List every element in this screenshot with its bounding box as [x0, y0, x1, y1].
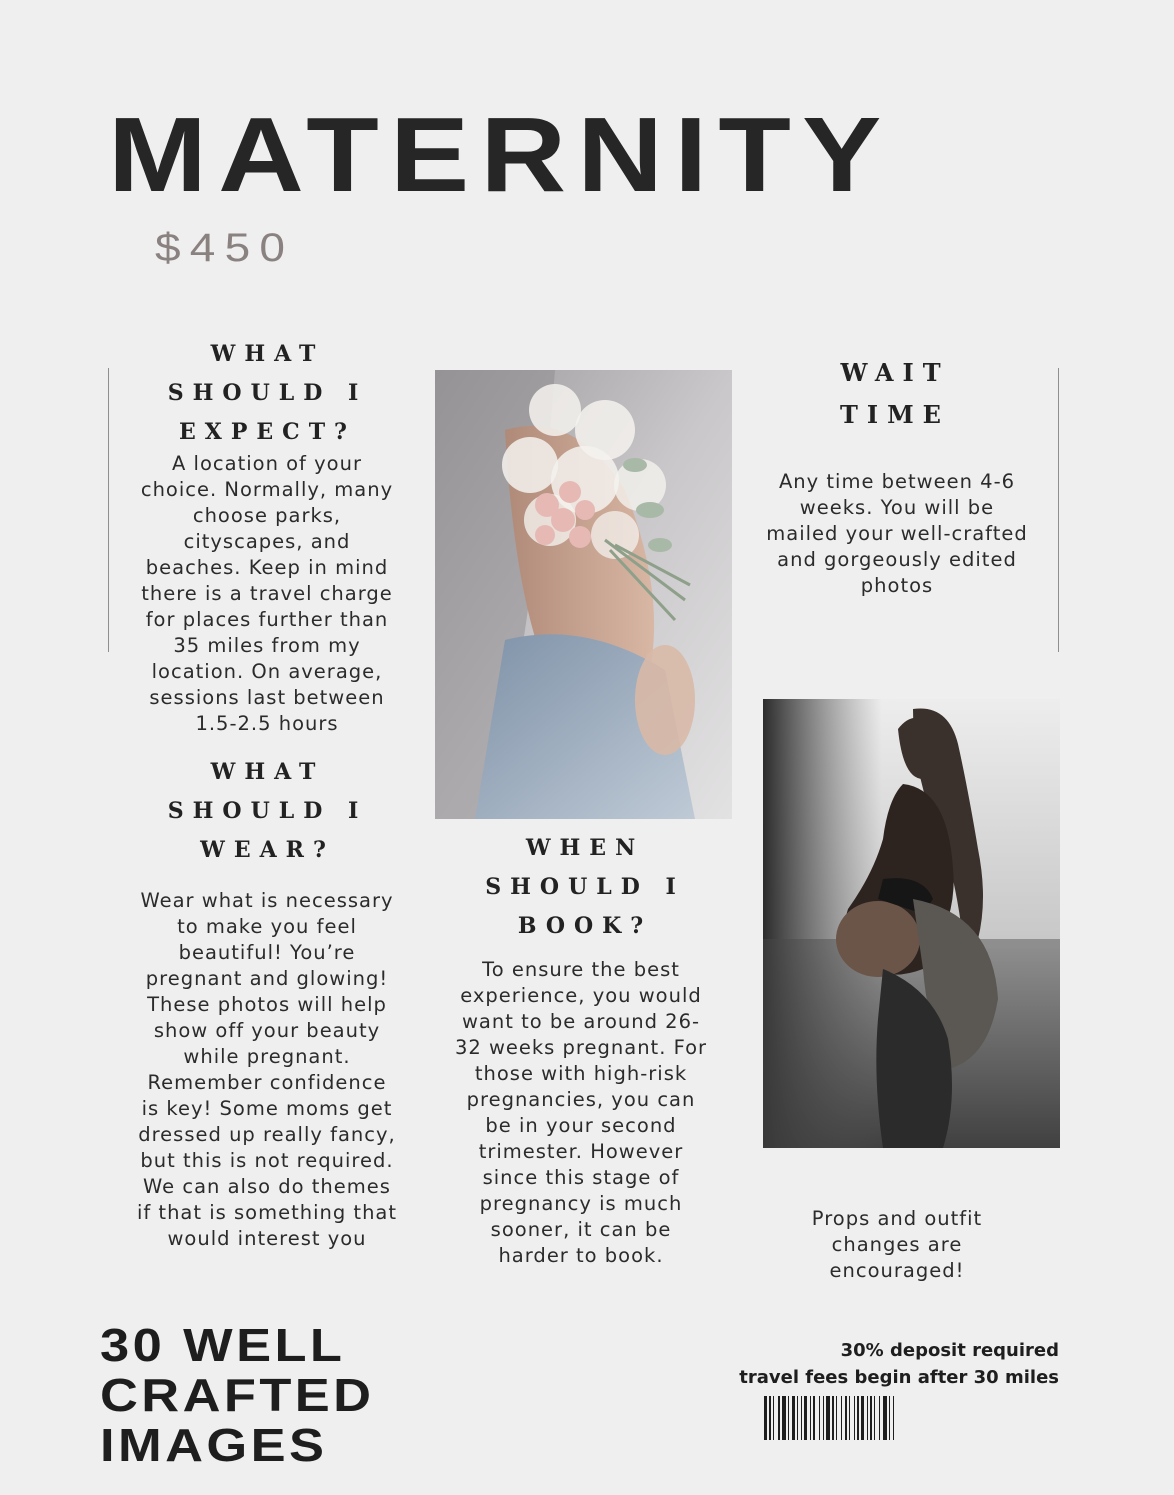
- divider-right: [1058, 368, 1059, 652]
- props-body: Props and outfit changes are encouraged!: [811, 1207, 983, 1282]
- book-body: To ensure the best experience, you would want to be around 26-32 weeks pregnant. For those with high-risk pregnancies, you can be in your second trimester. However since this stage of pregnancy is much sooner, it can be harder to book.: [454, 958, 708, 1267]
- travel-fee-note: travel fees begin after 30 miles: [739, 1367, 1059, 1388]
- wait-heading-line: TIME: [840, 400, 950, 429]
- book-heading: [440, 829, 730, 946]
- expect-heading: [125, 335, 410, 452]
- page-title: MATERNITY: [108, 96, 893, 214]
- wear-heading-line: WEAR?: [200, 837, 335, 863]
- images-line: IMAGES: [100, 1419, 328, 1471]
- images-line: CRAFTED: [100, 1369, 375, 1421]
- wear-body: Wear what is necessary to make you feel beautiful! You’re pregnant and glowing! These photos will help show off your beauty while pregnant. Remember confidence is key! Some moms get dressed up really fancy, but this is not required. We can also do themes if that is something that would interest you: [136, 889, 398, 1250]
- wait-heading: [800, 352, 990, 436]
- divider-left: [108, 368, 109, 652]
- expect-heading-line: SHOULD I: [167, 380, 368, 406]
- expect-heading-line: EXPECT?: [179, 419, 356, 445]
- wear-heading-line: SHOULD I: [167, 798, 368, 824]
- barcode-graphic: [764, 1396, 1060, 1440]
- deposit-note: 30% deposit required: [840, 1340, 1059, 1361]
- wear-heading: [125, 753, 410, 870]
- flowers-photo: [435, 370, 732, 819]
- book-heading-line: BOOK?: [517, 913, 653, 939]
- images-line: 30 WELL: [100, 1319, 346, 1371]
- expect-body: A location of your choice. Normally, many choose parks, cityscapes, and beaches. Keep in mind there is a travel charge for places further than 35 miles from my location. On average, sessions last between 1.5-2.5 hours: [140, 452, 394, 735]
- images-count-heading: [100, 1320, 556, 1470]
- book-heading-line: SHOULD I: [485, 874, 685, 900]
- wait-heading-line: WAIT: [840, 358, 950, 387]
- wear-heading-line: WHAT: [210, 759, 325, 785]
- book-heading-line: WHEN: [525, 835, 645, 861]
- wait-body: Any time between 4-6 weeks. You will be mailed your well-crafted and gorgeously edited photos: [766, 470, 1028, 597]
- silhouette-photo: [763, 699, 1060, 1148]
- price-label: $450: [155, 226, 295, 270]
- expect-heading-line: WHAT: [210, 341, 325, 367]
